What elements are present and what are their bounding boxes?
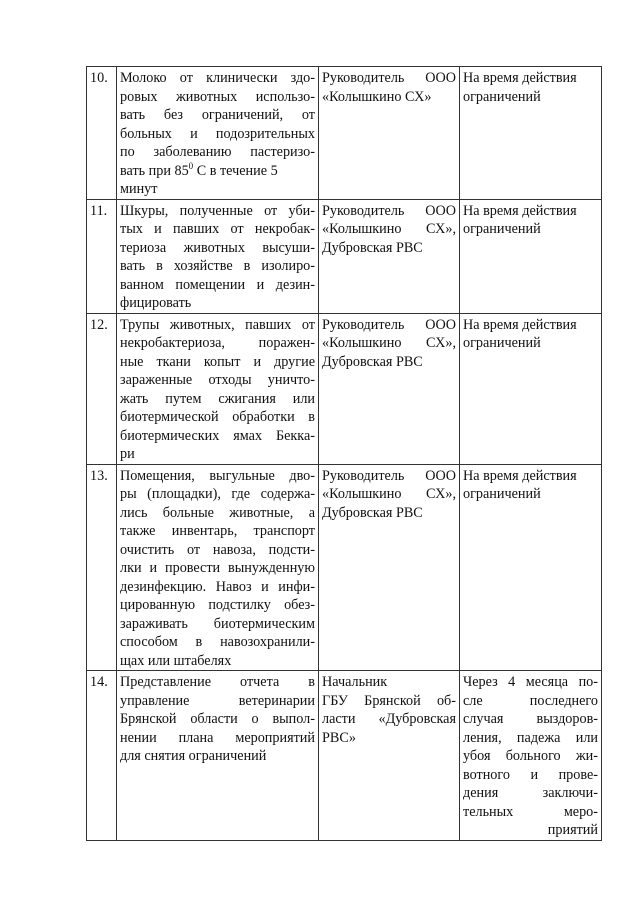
action-cell [117,464,319,671]
term-line: На время действия [463,316,577,333]
responsible-line: Дубровская РВС [322,504,423,521]
action-line: управление ветеринарии [120,692,315,709]
action-line: минут [120,181,158,197]
term-line: сле последнего [463,692,598,709]
table-row [87,464,602,671]
term-line: ограничений [463,221,541,237]
responsible-line: Руководитель ООО [322,202,456,219]
responsible-line: Дубровская РВС [322,353,423,370]
action-line: фицировать [120,295,192,311]
term-line: ления, падежа или [463,729,598,746]
action-cell [117,313,319,464]
term-line: На время действия [463,467,577,484]
action-line: ровых животных использо- [120,88,315,105]
action-line: вать в хозяйстве в изолиро- [120,258,315,274]
responsible-cell [319,199,460,313]
action-line: биотермических ямах Бекка- [120,427,315,444]
action-line: тых и павших от некробак- [120,221,315,237]
row-number: 14. [87,671,117,841]
action-line: щах или штабелях [120,652,232,669]
action-line: Брянской области о выпол- [120,711,315,727]
action-line: для снятия ограничений [120,748,267,764]
action-line: ры (площадки), где содержа- [120,486,315,502]
responsible-line: Руководитель ООО [322,70,456,86]
action-line: также инвентарь, транспорт [120,523,315,539]
term-cell [460,67,602,200]
action-line: больных и подозрительных [120,125,315,142]
term-line: На время действия [463,202,577,219]
action-line: нении плана мероприятий [120,729,315,746]
action-line: по заболеванию пастеризо- [120,144,315,160]
row-number: 13. [87,464,117,671]
term-line: ограничений [463,88,541,105]
action-line: дезинфекцию. Навоз и инфи- [120,578,315,595]
action-line: способом в навозохранили- [120,634,315,650]
responsible-line: Руководитель ООО [322,467,456,484]
row-number: 12. [87,313,117,464]
responsible-line: «Колышкино СХ», [322,486,456,502]
action-line: лись больные животные, а [120,504,315,521]
term-line: приятий [547,822,598,838]
term-line: дения заключи- [463,785,598,801]
table-row [87,671,602,841]
action-text: С в течение 5 [193,162,278,179]
action-line: Представление отчета в [120,674,315,690]
table-row [87,313,602,464]
term-line: убоя больного жи- [463,748,598,764]
action-line: Помещения, выгульные дво- [120,467,315,484]
action-line: зараженные отходы уничто- [120,372,315,388]
action-line: вать без ограничений, от [120,107,315,123]
term-cell [460,464,602,671]
row-number: 10. [87,67,117,200]
responsible-line: Дубровская РВС [322,239,423,256]
action-line: териоза животных высуши- [120,239,315,256]
responsible-line: Руководитель ООО [322,316,456,333]
term-cell [460,199,602,313]
table-row [87,67,602,200]
responsible-line: «Колышкино СХ», [322,335,456,351]
degree-superscript: 0 [188,160,194,171]
action-line: лки и провести вынужденную [120,560,315,576]
responsible-line: «Колышкино СХ» [322,88,432,105]
responsible-line: ГБУ Брянской об- [322,692,456,709]
action-line: цированную подстилку обез- [120,597,315,613]
action-line: Шкуры, полученные от уби- [120,202,315,219]
term-cell [460,313,602,464]
action-line-with-degree [120,162,315,181]
responsible-line: «Колышкино СХ», [322,221,456,237]
action-line: очистить от навоза, подсти- [120,541,315,558]
action-cell [117,67,319,200]
action-line: ные ткани копыт и другие [120,353,315,370]
term-line: На время действия [463,70,577,86]
action-cell [117,671,319,841]
action-cell [117,199,319,313]
term-line: ограничений [463,335,541,351]
action-line: Молоко от клинически здо- [120,70,315,86]
term-cell [460,671,602,841]
table-row [87,199,602,313]
row-number: 11. [87,199,117,313]
action-line: зараживать биотермическим [120,615,315,632]
term-line: вотного и прове- [463,766,598,783]
responsible-cell [319,67,460,200]
action-line: ванном помещении и дезин- [120,276,315,293]
term-line: тельных меро- [463,803,598,820]
responsible-cell [319,313,460,464]
action-line: ри [120,446,135,462]
action-text: вать при 85 [120,162,189,179]
action-line: биотермической обработки в [120,409,315,425]
responsible-line: Начальник [322,674,388,690]
measures-table [86,66,602,841]
action-line: жать путем сжигания или [120,390,315,407]
term-line: случая выздоров- [463,711,598,727]
term-line: Через 4 месяца по- [463,674,598,690]
responsible-line: РВС» [322,729,356,746]
responsible-cell [319,464,460,671]
action-line: Трупы животных, павших от [120,316,315,333]
responsible-cell [319,671,460,841]
action-line: некробактериоза, поражен- [120,335,315,351]
responsible-line: ласти «Дубровская [322,711,456,727]
term-line: ограничений [463,486,541,502]
